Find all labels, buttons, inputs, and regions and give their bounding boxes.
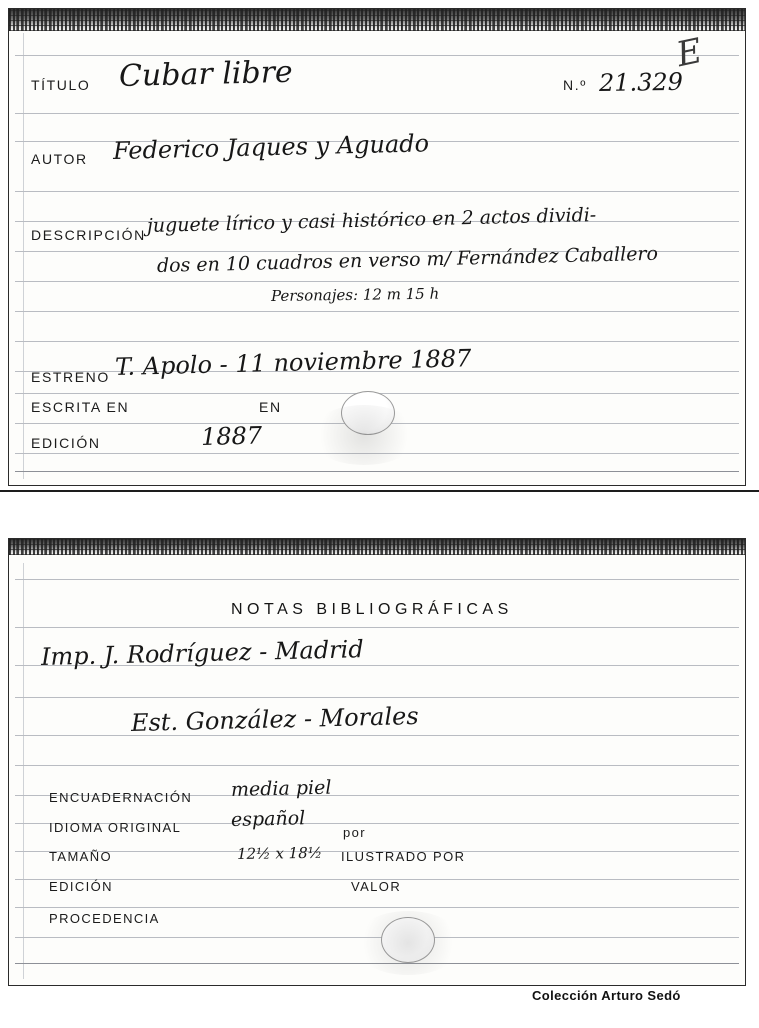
value-autor: Federico Jaques y Aguado <box>112 129 430 165</box>
label-procedencia: PROCEDENCIA <box>49 911 160 926</box>
ruled-line <box>15 281 739 282</box>
smudge-artifact <box>353 911 463 975</box>
value-numero: 21.329 <box>598 67 684 97</box>
ruled-line <box>15 341 739 342</box>
collection-credit: Colección Arturo Sedó <box>532 988 681 1003</box>
label-tamano: TAMAÑO <box>49 849 113 864</box>
catalog-card-back <box>8 538 746 986</box>
label-valor: VALOR <box>351 879 402 894</box>
ruled-line <box>15 191 739 192</box>
value-descripcion-line-2: dos en 10 cuadros en verso m/ Fernández Caballero <box>156 242 659 277</box>
label-titulo: TÍTULO <box>31 77 91 93</box>
ruled-line <box>15 471 739 472</box>
ruled-line <box>15 311 739 312</box>
value-titulo: Cubar libre <box>118 54 294 94</box>
ruled-line <box>15 113 739 114</box>
value-encuadernacion: media piel <box>230 776 332 801</box>
notas-bibliograficas-heading: NOTAS BIBLIOGRÁFICAS <box>231 601 513 618</box>
ruled-line <box>15 735 739 736</box>
label-escrita-en: ESCRITA EN <box>31 399 130 415</box>
smudge-artifact <box>309 405 419 465</box>
note-line-1: Imp. J. Rodríguez - Madrid <box>40 635 364 671</box>
label-por: por <box>343 825 366 840</box>
label-descripcion: DESCRIPCIÓN <box>31 227 146 243</box>
ruled-line <box>15 579 739 580</box>
ruled-line <box>15 765 739 766</box>
label-edicion: EDICIÓN <box>31 435 101 451</box>
scan-edge-noise-top <box>9 9 745 31</box>
card-front-bottom-edge <box>0 490 759 492</box>
label-ilustrado-por: ILUSTRADO POR <box>341 849 466 864</box>
catalog-card-front <box>8 8 746 486</box>
value-tamano: 12½ x 18½ <box>236 843 323 863</box>
value-descripcion-line-1: juguete lírico y casi histórico en 2 actos dividi- <box>146 204 597 237</box>
ruled-line <box>15 907 739 908</box>
label-autor: AUTOR <box>31 151 88 167</box>
label-en: EN <box>259 399 282 415</box>
value-estreno: T. Apolo - 11 noviembre 1887 <box>114 344 472 381</box>
label-edicion: EDICIÓN <box>49 879 113 894</box>
label-encuadernacion: ENCUADERNACIÓN <box>49 790 193 805</box>
scan-edge-noise-top <box>9 539 745 555</box>
value-personajes: Personajes: 12 m 15 h <box>270 284 440 305</box>
ruled-line <box>15 55 739 56</box>
label-idioma-original: IDIOMA ORIGINAL <box>49 820 182 835</box>
value-edicion: 1887 <box>200 421 263 451</box>
ruled-line <box>15 697 739 698</box>
value-idioma-original: español <box>230 807 306 831</box>
card-left-margin-line <box>23 33 24 479</box>
note-line-2: Est. González - Morales <box>130 701 419 737</box>
ruled-line <box>15 627 739 628</box>
pencil-mark-e: E <box>673 30 706 76</box>
label-estreno: ESTRENO <box>31 369 110 385</box>
card-left-margin-line <box>23 563 24 979</box>
label-numero: N.º <box>563 77 587 93</box>
